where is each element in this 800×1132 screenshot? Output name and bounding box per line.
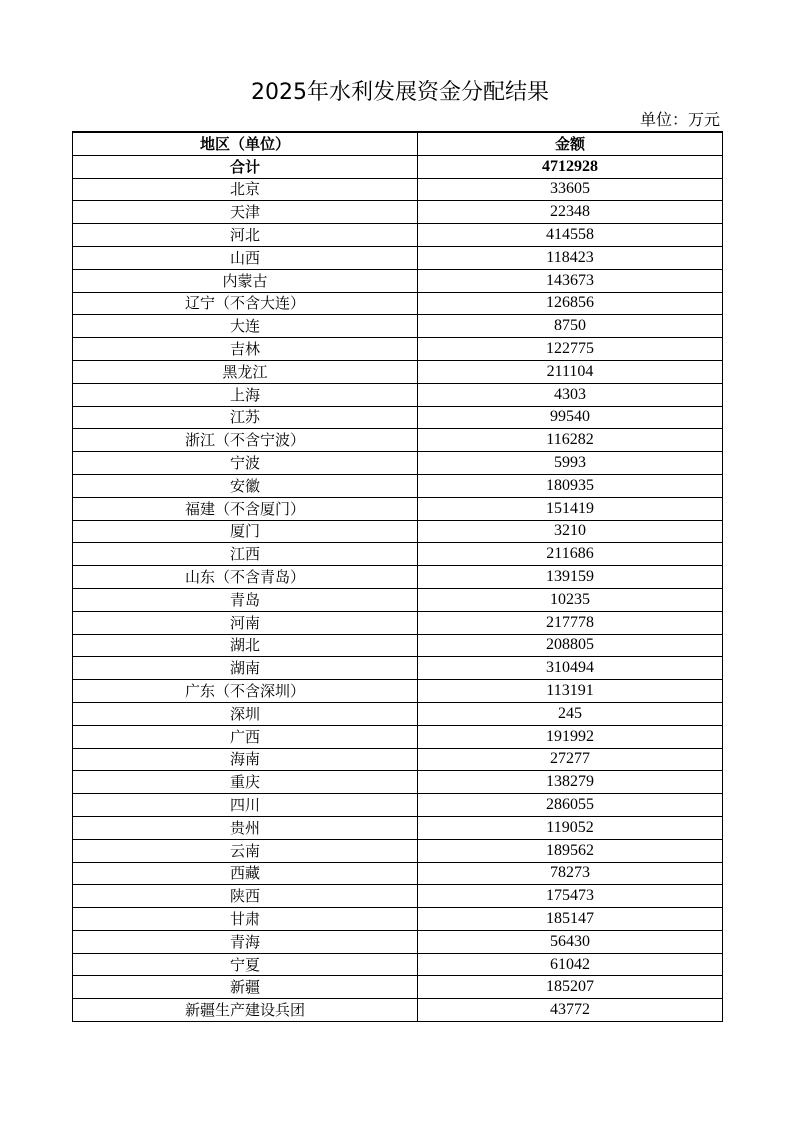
amount-cell: 118423: [418, 246, 723, 269]
amount-cell: 217778: [418, 611, 723, 634]
table-header: [73, 132, 723, 155]
region-cell: 江苏: [73, 406, 418, 429]
page-title: 2025年水利发展资金分配结果: [251, 80, 549, 105]
table-row: [73, 885, 723, 908]
amount-cell: 78273: [418, 862, 723, 885]
region-cell: 山西: [73, 246, 418, 269]
table-row: [73, 588, 723, 611]
amount-cell: 22348: [418, 201, 723, 224]
amount-cell: 245: [418, 702, 723, 725]
table-row: [73, 338, 723, 361]
region-column-header: 地区（单位）: [73, 132, 418, 155]
table-row: [73, 452, 723, 475]
table-row: [73, 520, 723, 543]
table-row: [73, 771, 723, 794]
region-cell: 重庆: [73, 771, 418, 794]
table-row: [73, 292, 723, 315]
table-row: [73, 269, 723, 292]
table-row: [73, 794, 723, 817]
amount-cell: 33605: [418, 178, 723, 201]
region-cell: 大连: [73, 315, 418, 338]
amount-cell: 119052: [418, 816, 723, 839]
amount-cell: 310494: [418, 657, 723, 680]
table-body: [73, 155, 723, 1021]
region-cell: 深圳: [73, 702, 418, 725]
region-cell: 吉林: [73, 338, 418, 361]
region-cell: 安徽: [73, 474, 418, 497]
table-row: [73, 429, 723, 452]
unit-label: 单位：万元: [639, 110, 720, 129]
table-row: [73, 315, 723, 338]
table-row: [73, 725, 723, 748]
amount-cell: 56430: [418, 930, 723, 953]
total-amount: 4712928: [418, 155, 723, 178]
table-row: [73, 976, 723, 999]
table-row: [73, 908, 723, 931]
table-row: [73, 862, 723, 885]
region-cell: 河南: [73, 611, 418, 634]
region-cell: 浙江（不含宁波）: [73, 429, 418, 452]
amount-cell: 5993: [418, 452, 723, 475]
region-cell: 云南: [73, 839, 418, 862]
amount-cell: 189562: [418, 839, 723, 862]
total-row: [73, 155, 723, 178]
region-cell: 湖北: [73, 634, 418, 657]
amount-cell: 27277: [418, 748, 723, 771]
amount-cell: 185147: [418, 908, 723, 931]
region-cell: 上海: [73, 383, 418, 406]
table-row: [73, 702, 723, 725]
amount-cell: 8750: [418, 315, 723, 338]
amount-cell: 180935: [418, 474, 723, 497]
region-cell: 山东（不含青岛）: [73, 566, 418, 589]
table-row: [73, 178, 723, 201]
amount-cell: 208805: [418, 634, 723, 657]
region-cell: 西藏: [73, 862, 418, 885]
table-row: [73, 224, 723, 247]
amount-cell: 211686: [418, 543, 723, 566]
amount-cell: 113191: [418, 680, 723, 703]
region-cell: 四川: [73, 794, 418, 817]
table-row: [73, 406, 723, 429]
amount-cell: 143673: [418, 269, 723, 292]
region-cell: 甘肃: [73, 908, 418, 931]
table-row: [73, 680, 723, 703]
region-cell: 黑龙江: [73, 360, 418, 383]
amount-cell: 3210: [418, 520, 723, 543]
region-cell: 海南: [73, 748, 418, 771]
region-cell: 江西: [73, 543, 418, 566]
region-cell: 北京: [73, 178, 418, 201]
table-row: [73, 634, 723, 657]
table-row: [73, 566, 723, 589]
region-cell: 广东（不含深圳）: [73, 680, 418, 703]
region-cell: 天津: [73, 201, 418, 224]
table-row: [73, 360, 723, 383]
amount-cell: 414558: [418, 224, 723, 247]
amount-cell: 191992: [418, 725, 723, 748]
region-cell: 青岛: [73, 588, 418, 611]
table-row: [73, 246, 723, 269]
region-cell: 青海: [73, 930, 418, 953]
table-row: [73, 930, 723, 953]
region-cell: 贵州: [73, 816, 418, 839]
allocation-table: [72, 131, 723, 1022]
region-cell: 福建（不含厦门）: [73, 497, 418, 520]
table-row: [73, 543, 723, 566]
table-row: [73, 816, 723, 839]
amount-cell: 185207: [418, 976, 723, 999]
amount-cell: 139159: [418, 566, 723, 589]
amount-cell: 122775: [418, 338, 723, 361]
region-cell: 新疆: [73, 976, 418, 999]
table-row: [73, 839, 723, 862]
region-cell: 湖南: [73, 657, 418, 680]
amount-column-header: 金额: [418, 132, 723, 155]
amount-cell: 211104: [418, 360, 723, 383]
region-cell: 宁夏: [73, 953, 418, 976]
amount-cell: 286055: [418, 794, 723, 817]
region-cell: 厦门: [73, 520, 418, 543]
region-cell: 辽宁（不含大连）: [73, 292, 418, 315]
region-cell: 河北: [73, 224, 418, 247]
amount-cell: 61042: [418, 953, 723, 976]
amount-cell: 43772: [418, 999, 723, 1022]
amount-cell: 126856: [418, 292, 723, 315]
amount-cell: 138279: [418, 771, 723, 794]
total-label: 合计: [73, 155, 418, 178]
region-cell: 内蒙古: [73, 269, 418, 292]
amount-cell: 116282: [418, 429, 723, 452]
table-row: [73, 953, 723, 976]
header-row: [73, 132, 723, 155]
table-row: [73, 497, 723, 520]
amount-cell: 99540: [418, 406, 723, 429]
table-row: [73, 201, 723, 224]
table-row: [73, 383, 723, 406]
region-cell: 新疆生产建设兵团: [73, 999, 418, 1022]
amount-cell: 175473: [418, 885, 723, 908]
amount-cell: 10235: [418, 588, 723, 611]
table-row: [73, 611, 723, 634]
region-cell: 陕西: [73, 885, 418, 908]
table-row: [73, 474, 723, 497]
table-row: [73, 657, 723, 680]
amount-cell: 151419: [418, 497, 723, 520]
table-row: [73, 999, 723, 1022]
amount-cell: 4303: [418, 383, 723, 406]
table-row: [73, 748, 723, 771]
region-cell: 宁波: [73, 452, 418, 475]
region-cell: 广西: [73, 725, 418, 748]
